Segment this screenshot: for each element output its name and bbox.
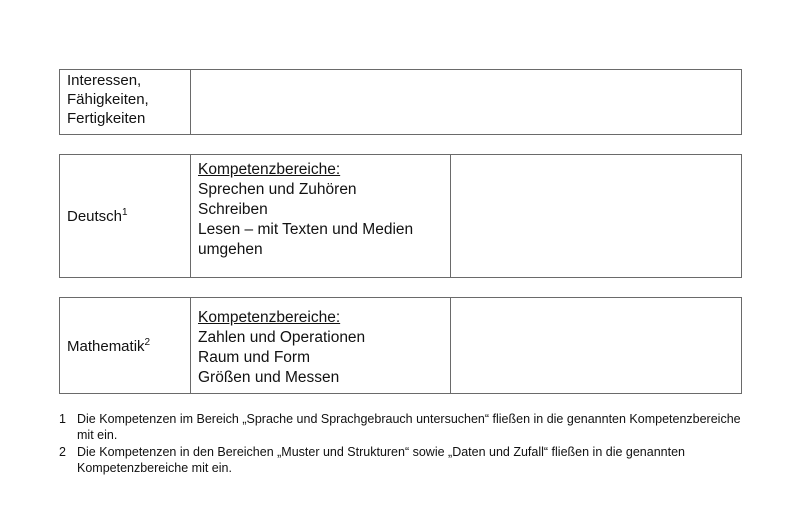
interessen-entry-cell[interactable] (191, 70, 742, 135)
mathematik-subject-cell (60, 298, 191, 394)
competence-heading: Kompetenzbereiche: (198, 309, 341, 326)
deutsch-entry-cell[interactable] (451, 155, 742, 278)
interessen-label-line: Fertigkeiten (67, 110, 146, 127)
footnote-number: 1 (59, 412, 66, 426)
deutsch-subject-cell (60, 155, 191, 278)
footnote-text: Die Kompetenzen im Bereich „Sprache und Sprachgebrauch untersuchen“ fließen in die genannten Kompetenzbereiche mit ein. (77, 412, 741, 442)
competence-area: Sprechen und Zuhören (198, 181, 357, 198)
footnote-1 (59, 411, 749, 443)
competence-area: Lesen – mit Texten und Medien umgehen (198, 221, 414, 258)
competence-heading: Kompetenzbereiche: (198, 161, 341, 178)
competence-area: Raum und Form (198, 349, 310, 366)
interessen-table (59, 69, 742, 135)
footnote-2 (59, 444, 749, 476)
mathematik-table (59, 297, 742, 394)
interessen-label-line: Fähigkeiten, (67, 91, 149, 108)
competence-area: Zahlen und Operationen (198, 329, 366, 346)
mathematik-entry-cell[interactable] (451, 298, 742, 394)
deutsch-subject-label: Deutsch (67, 208, 123, 225)
mathematik-subject-label: Mathematik (67, 337, 145, 355)
footnote-ref-1: 1 (122, 207, 128, 218)
footnote-ref-2: 2 (144, 336, 151, 348)
interessen-label-cell (60, 70, 191, 135)
footnote-number: 2 (59, 445, 66, 459)
deutsch-table (59, 154, 742, 278)
footnote-text: Die Kompetenzen in den Bereichen „Muster und Strukturen“ sowie „Daten und Zufall“ fließen in die genannten Kompetenzbereiche mit ein. (77, 445, 685, 475)
mathematik-competence-cell (191, 298, 451, 394)
competence-area: Größen und Messen (198, 369, 340, 386)
competence-area: Schreiben (198, 201, 268, 218)
deutsch-competence-cell (191, 155, 451, 278)
footnotes (59, 411, 749, 477)
interessen-label-line: Interessen, (67, 72, 142, 89)
